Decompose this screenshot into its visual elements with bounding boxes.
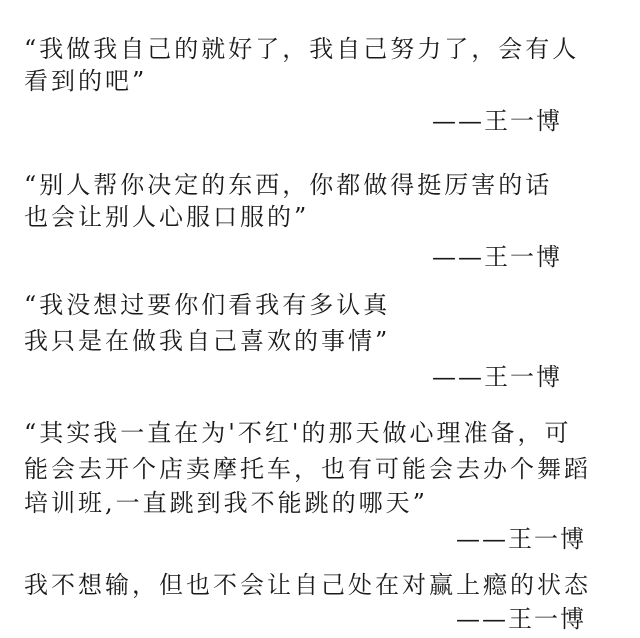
quote-1-line-2: 看到的吧” [24,67,148,95]
quote-5-attribution: ——王一博 [456,605,586,633]
quote-4-line-1: “其实我一直在为'不红'的那天做心理准备，可 [24,419,572,447]
quote-1-line-1: “我做我自己的就好了，我自己努力了，会有人 [24,35,580,63]
quote-1-attribution: ——王一博 [432,107,562,135]
quote-4-attribution: ——王一博 [456,525,586,553]
quote-5-line-1: 我不想输，但也不会让自己处在对赢上瘾的状态 [24,571,591,599]
quote-4-line-2: 能会去开个店卖摩托车，也有可能会去办个舞蹈 [24,455,591,483]
quote-3-line-1: “我没想过要你们看我有多认真 [24,291,391,319]
quote-3-line-2: 我只是在做我自己喜欢的事情” [24,327,391,355]
quote-3-attribution: ——王一博 [432,363,562,391]
quote-2-attribution: ——王一博 [432,243,562,271]
quote-2-line-1: “别人帮你决定的东西，你都做得挺厉害的话 [24,171,553,199]
quote-4-line-3: 培训班,一直跳到我不能跳的哪天” [24,489,428,517]
quote-2-line-2: 也会让别人心服口服的” [24,203,310,231]
